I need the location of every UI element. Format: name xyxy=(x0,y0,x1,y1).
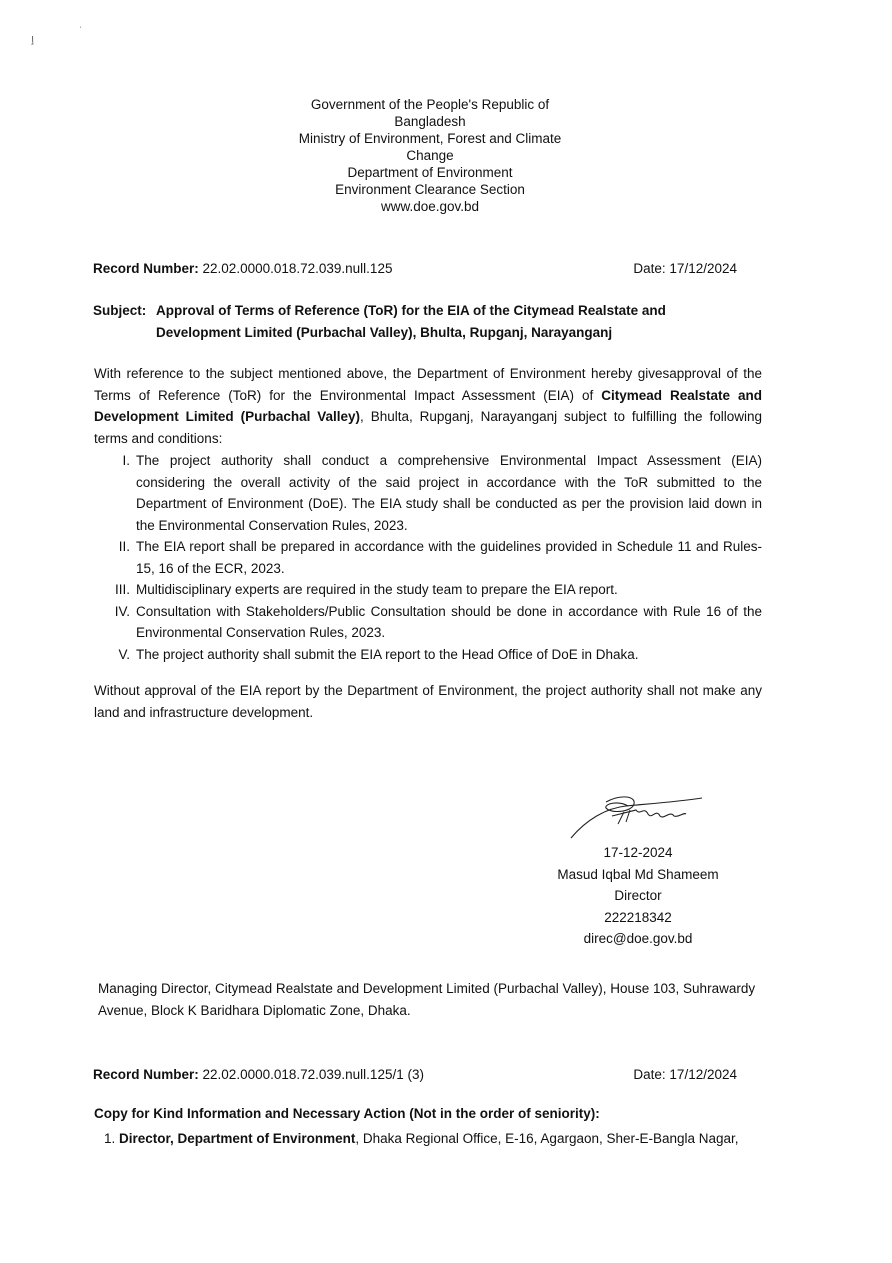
record-number xyxy=(93,1067,424,1082)
condition-text: Multidisciplinary experts are required in the study team to prepare the EIA report. xyxy=(136,582,618,597)
condition-item xyxy=(94,450,762,536)
letterhead-website: www.doe.gov.bd xyxy=(380,199,480,214)
condition-number: IV. xyxy=(114,603,130,619)
signer-title: Director xyxy=(614,888,662,903)
record-date: Date: 17/12/2024 xyxy=(633,261,737,276)
letterhead xyxy=(280,96,580,215)
condition-text: Consultation with Stakeholders/Public Consultation should be done in accordance with Rule 16 of the Environmental Conservation Rules, 2023. xyxy=(136,603,762,640)
intro-project-name: Citymead Realstate and Development Limited (Purbachal Valley) xyxy=(94,387,763,424)
signature-image xyxy=(566,792,706,842)
subject-text: Approval of Terms of Reference (ToR) for the EIA of the Citymead Realstate and Development Limited (Purbachal Valley), Bhulta, Rupganj, Narayanganj xyxy=(156,303,666,340)
intro-text: With reference to the subject mentioned above, the Department of Environment hereby givesapproval of the Terms of Reference (ToR) for the Environmental Impact Assessment (EIA) of xyxy=(94,366,762,403)
copy-item-office: Director, Department of Environment xyxy=(119,1131,356,1146)
signer-phone: 222218342 xyxy=(604,909,672,925)
record-number-value: 22.02.0000.018.72.039.null.125/1 (3) xyxy=(202,1067,424,1082)
letterhead-line: Ministry of Environment, Forest and Climate xyxy=(298,131,562,146)
subject-block xyxy=(93,300,753,344)
letterhead-line: Change xyxy=(406,148,454,163)
record-number-label: Record Number: xyxy=(93,261,199,276)
recipient-address: Managing Director, Citymead Realstate and Development Limited (Purbachal Valley), House 103, Suhrawardy Avenue, Block K Baridhara Diplomatic Zone, Dhaka. xyxy=(98,981,756,1018)
closing-paragraph: Without approval of the EIA report by the Department of Environment, the project authority shall not make any land and infrastructure development. xyxy=(94,683,762,720)
margin-mark: ˈ xyxy=(79,25,82,35)
letterhead-line: Environment Clearance Section xyxy=(335,182,525,197)
letterhead-line: Government of the People's Republic of xyxy=(310,97,550,112)
condition-item xyxy=(94,579,762,601)
signer-block xyxy=(538,842,738,950)
condition-item xyxy=(94,601,762,644)
record-number-value: 22.02.0000.018.72.039.null.125 xyxy=(202,261,393,276)
subject-label: Subject: xyxy=(93,303,147,318)
letterhead-line: Department of Environment xyxy=(347,165,513,180)
margin-mark: ٳ xyxy=(30,34,36,44)
condition-number: I. xyxy=(122,453,130,468)
record-date: Date: 17/12/2024 xyxy=(633,1067,737,1082)
record-row xyxy=(93,261,737,276)
letterhead-line: Bangladesh xyxy=(394,114,466,129)
copy-item-number: 1. xyxy=(104,1131,116,1146)
copy-list xyxy=(104,1128,784,1150)
copy-item-text: , Dhaka Regional Office, E-16, Agargaon, Sher-E-Bangla Nagar, xyxy=(355,1131,739,1146)
signer-name: Masud Iqbal Md Shameem xyxy=(557,866,719,882)
condition-number: II. xyxy=(118,539,130,554)
record-number-label: Record Number: xyxy=(93,1067,199,1082)
condition-item xyxy=(94,644,762,666)
signature-date: 17-12-2024 xyxy=(603,845,673,860)
conditions-list xyxy=(94,450,762,665)
record-row-copy xyxy=(93,1067,737,1082)
condition-text: The project authority shall submit the EIA report to the Head Office of DoE in Dhaka. xyxy=(136,646,639,662)
record-number xyxy=(93,261,392,276)
copy-item xyxy=(104,1128,784,1150)
condition-number: III. xyxy=(114,582,130,597)
intro-text-end: , Bhulta, Rupganj, Narayanganj subject to fulfilling the following terms and conditions: xyxy=(94,409,763,446)
condition-number: V. xyxy=(118,646,130,662)
signer-email: direc@doe.gov.bd xyxy=(583,931,693,946)
intro-paragraph xyxy=(94,363,762,449)
copy-title: Copy for Kind Information and Necessary Action (Not in the order of seniority): xyxy=(94,1106,600,1121)
condition-text: The EIA report shall be prepared in accordance with the guidelines provided in Schedule 11 and Rules-15, 16 of the ECR, 2023. xyxy=(136,539,762,576)
condition-text: The project authority shall conduct a comprehensive Environmental Impact Assessment (EIA) considering the overall activity of the said project in accordance with the ToR submitted to the Department of Environment (DoE). The EIA study shall be conducted as per the provision laid down in the Environmental Conservation Rules, 2023. xyxy=(136,453,762,533)
condition-item xyxy=(94,536,762,579)
